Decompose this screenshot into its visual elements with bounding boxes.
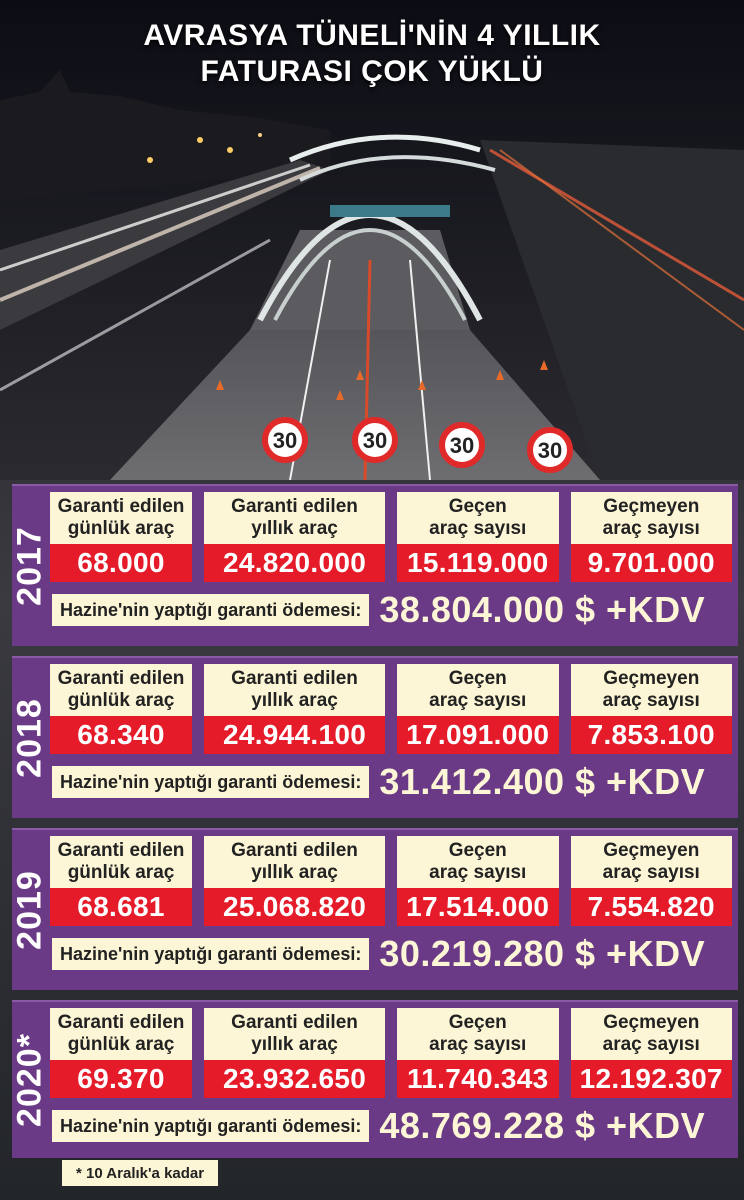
daily-guarantee-value: 68.340 <box>50 716 192 754</box>
payment-amount: 30.219.280 $ +KDV <box>379 933 706 974</box>
yearly-guarantee-box: Garanti edilen yıllık araç 23.932.650 <box>204 1008 385 1098</box>
footnote: * 10 Aralık'a kadar <box>62 1160 218 1186</box>
payment-amount: 48.769.228 $ +KDV <box>379 1105 706 1146</box>
passed-vehicles-box: Geçen araç sayısı 17.514.000 <box>397 836 559 926</box>
yearly-guarantee-value: 25.068.820 <box>204 888 385 926</box>
payment-row <box>50 588 732 632</box>
yearly-guarantee-value: 24.820.000 <box>204 544 385 582</box>
speed-sign <box>442 425 482 465</box>
year-block-2020 <box>12 1000 738 1158</box>
not-passed-vehicles-box: Geçmeyen araç sayısı 7.853.100 <box>571 664 733 754</box>
not-passed-vehicles-value: 12.192.307 <box>571 1060 733 1098</box>
not-passed-vehicles-value: 7.853.100 <box>571 716 733 754</box>
not-passed-vehicles-box: Geçmeyen araç sayısı 12.192.307 <box>571 1008 733 1098</box>
year-label: 2019 <box>10 870 49 950</box>
not-passed-vehicles-box: Geçmeyen araç sayısı 7.554.820 <box>571 836 733 926</box>
payment-label: Hazine'nin yaptığı garanti ödemesi: <box>52 1110 369 1142</box>
yearly-guarantee-value: 24.944.100 <box>204 716 385 754</box>
passed-vehicles-box: Geçen araç sayısı 17.091.000 <box>397 664 559 754</box>
headline-line-2: FATURASI ÇOK YÜKLÜ <box>200 55 544 88</box>
headline <box>0 18 744 90</box>
not-passed-vehicles-box: Geçmeyen araç sayısı 9.701.000 <box>571 492 733 582</box>
daily-guarantee-box: Garanti edilen günlük araç 68.000 <box>50 492 192 582</box>
payment-label: Hazine'nin yaptığı garanti ödemesi: <box>52 766 369 798</box>
speed-sign <box>355 420 395 460</box>
passed-vehicles-value: 11.740.343 <box>397 1060 559 1098</box>
year-block-2019 <box>12 828 738 990</box>
yearly-guarantee-box: Garanti edilen yıllık araç 24.944.100 <box>204 664 385 754</box>
year-block-2017 <box>12 484 738 646</box>
svg-text:30: 30 <box>362 428 388 453</box>
daily-guarantee-box: Garanti edilen günlük araç 68.681 <box>50 836 192 926</box>
speed-sign <box>265 420 305 460</box>
passed-vehicles-value: 17.091.000 <box>397 716 559 754</box>
payment-row <box>50 932 732 976</box>
payment-row <box>50 1104 732 1148</box>
not-passed-vehicles-value: 7.554.820 <box>571 888 733 926</box>
payment-label: Hazine'nin yaptığı garanti ödemesi: <box>52 938 369 970</box>
payment-label: Hazine'nin yaptığı garanti ödemesi: <box>52 594 369 626</box>
passed-vehicles-box: Geçen araç sayısı 11.740.343 <box>397 1008 559 1098</box>
passed-vehicles-value: 15.119.000 <box>397 544 559 582</box>
year-block-2018 <box>12 656 738 818</box>
daily-guarantee-box: Garanti edilen günlük araç 68.340 <box>50 664 192 754</box>
tunnel-photo <box>0 0 744 480</box>
yearly-guarantee-value: 23.932.650 <box>204 1060 385 1098</box>
payment-amount: 31.412.400 $ +KDV <box>379 761 706 802</box>
svg-text:30: 30 <box>449 433 475 458</box>
daily-guarantee-value: 69.370 <box>50 1060 192 1098</box>
passed-vehicles-value: 17.514.000 <box>397 888 559 926</box>
passed-vehicles-box: Geçen araç sayısı 15.119.000 <box>397 492 559 582</box>
svg-text:30: 30 <box>272 428 298 453</box>
daily-guarantee-value: 68.681 <box>50 888 192 926</box>
daily-guarantee-value: 68.000 <box>50 544 192 582</box>
payment-row <box>50 760 732 804</box>
yearly-guarantee-box: Garanti edilen yıllık araç 24.820.000 <box>204 492 385 582</box>
svg-text:30: 30 <box>537 438 563 463</box>
year-label: 2020* <box>10 1033 49 1127</box>
not-passed-vehicles-value: 9.701.000 <box>571 544 733 582</box>
headline-line-1: AVRASYA TÜNELİ'NİN 4 YILLIK <box>143 19 601 52</box>
daily-guarantee-box: Garanti edilen günlük araç 69.370 <box>50 1008 192 1098</box>
speed-sign <box>530 430 570 470</box>
year-label: 2018 <box>10 698 49 778</box>
yearly-guarantee-box: Garanti edilen yıllık araç 25.068.820 <box>204 836 385 926</box>
payment-amount: 38.804.000 $ +KDV <box>379 589 706 630</box>
year-label: 2017 <box>10 526 49 606</box>
